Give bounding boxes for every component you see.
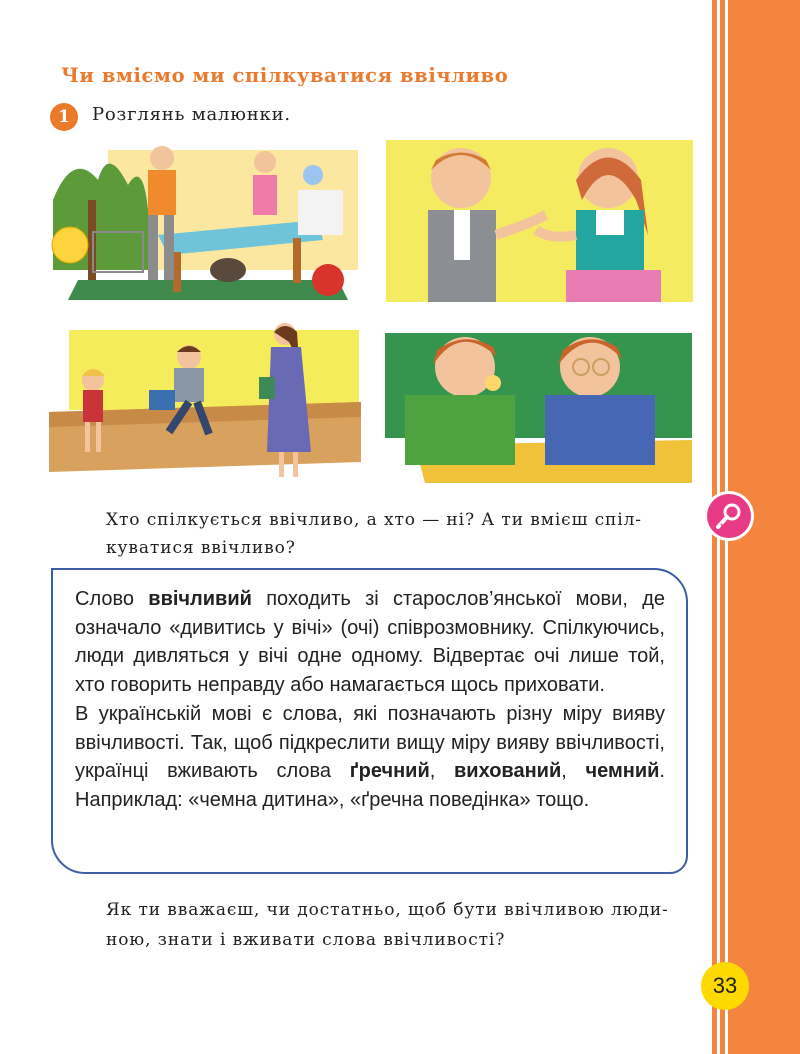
question1-line2: куватися ввічливо? bbox=[106, 538, 296, 558]
boy-girl-greeting-picture bbox=[386, 140, 693, 302]
running-boy-corridor-picture bbox=[49, 322, 361, 484]
rule-separator: , bbox=[561, 760, 586, 783]
rule-p1-before: Слово bbox=[75, 588, 149, 610]
rule-term-chemnyi: чемний bbox=[585, 760, 660, 783]
question1-line1: Хто спілкується ввічливо, а хто — ні? А ти вмієш спіл- bbox=[106, 510, 642, 530]
task-instruction: Розглянь малюнки. bbox=[92, 104, 291, 125]
rule-p2-after: . Наприклад: «чемна дитина», «ґречна поведінка» тощо. bbox=[75, 760, 665, 811]
page-number: 33 bbox=[701, 962, 749, 1010]
question2-line2: ною, знати і вживати слова ввічливості? bbox=[106, 930, 506, 950]
task-number-badge: 1 bbox=[50, 103, 78, 131]
question2-line1: Як ти вважаєш, чи достатньо, щоб бути ввічливою люди- bbox=[106, 900, 669, 920]
rule-term-vvichlyvyi: ввічливий bbox=[148, 588, 252, 610]
page-title: Чи вміємо ми спілкуватися ввічливо bbox=[61, 64, 509, 87]
boys-at-desk-picture bbox=[385, 325, 692, 483]
rule-p2-before: В українській мові є слова, які позначають різну міру вияву ввічливості. Так, щоб підкреслити вищу міру вияву ввічливості, українці вживають слова bbox=[75, 702, 665, 783]
rule-term-grechnyi: ґречний bbox=[349, 760, 430, 783]
microphone-icon bbox=[707, 494, 751, 538]
rule-term-vykhovanyi: вихований bbox=[453, 760, 562, 783]
shop-scene-picture bbox=[48, 140, 358, 310]
question-text-2 bbox=[106, 895, 686, 955]
rule-p1-after: походить зі старослов’янської мови, де означало «дивитись у вічі» (очі) співрозмовнику. Спілкуючись, люди дивляться у вічі одне одному. Відвертає очі лише той, хто говорить неправду або намагається щось приховати. bbox=[75, 588, 665, 697]
rule-text bbox=[75, 585, 665, 815]
rule-separator: , bbox=[429, 760, 454, 783]
question-text-1 bbox=[106, 506, 676, 562]
